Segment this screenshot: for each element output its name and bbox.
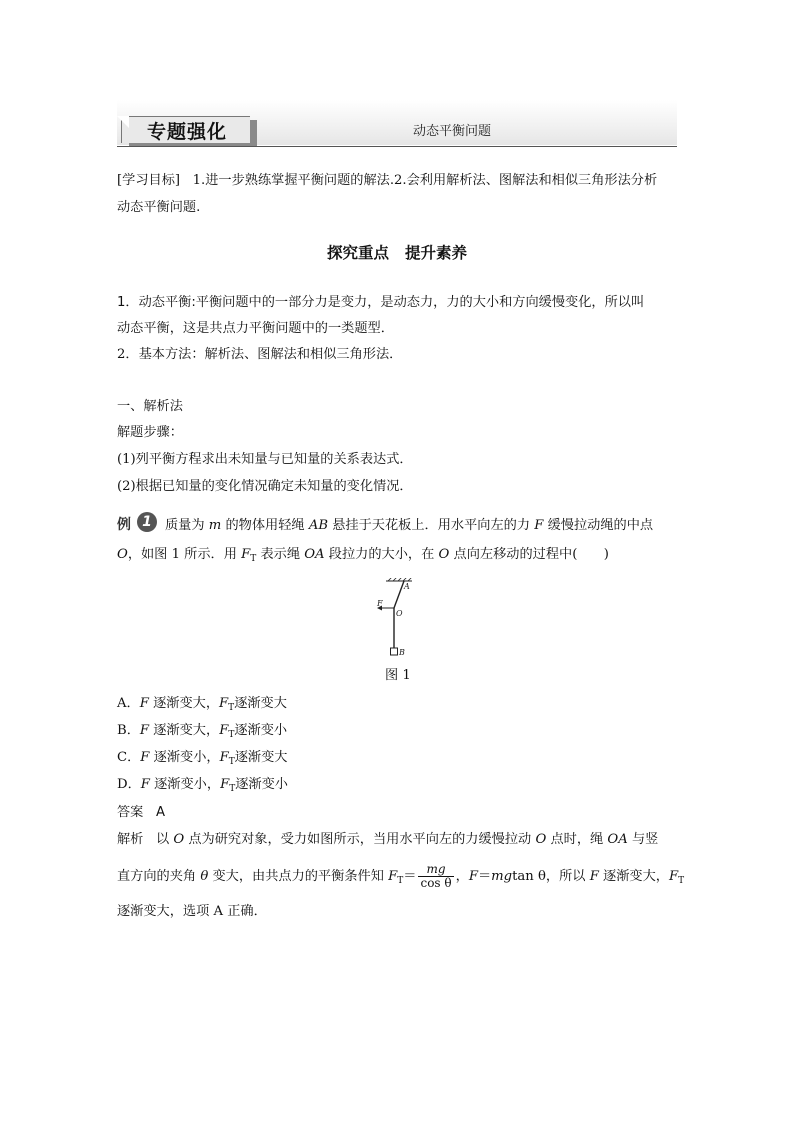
option-b [117,722,287,744]
header-title: 动态平衡问题 [413,124,492,139]
math-f: F [589,869,599,884]
page-header [117,100,677,148]
math-o: O [173,832,185,847]
point-1-text: 平衡问题中的一部分力是变力，是动态力，力的大小和方向缓慢变化，所以叫 [195,295,645,310]
math-theta: θ [200,869,209,884]
math-f: F [468,869,478,884]
option-d [117,776,288,798]
math-equals: ＝ [477,869,492,884]
math-f: F [140,750,150,765]
section-heading-part-1: 探究重点 [326,244,389,262]
option-letter: D． [117,777,141,792]
example-line-1 [165,517,653,535]
math-ft: F [219,750,229,765]
analysis-text: 变大，由共点力的平衡条件知 [212,869,384,884]
math-f: F [139,723,150,738]
objectives-text-1: 1.进一步熟练掌握平衡问题的解法.2.会利用解析法、图解法和相似三角形法分析 [192,173,658,188]
analysis-text: 点时，绳 [550,832,604,847]
math-ft: F [220,777,230,792]
math-ft: F [668,869,679,884]
option-text: 逐渐变大 [234,750,288,765]
section-heading-part-2: 提升素养 [405,244,468,262]
topic-tag-label: 专题强化 [147,121,228,143]
option-text: 逐渐变大， [153,696,220,711]
math-tan-theta: tan θ [512,869,546,884]
header-rule [117,146,677,147]
example-badge [117,512,163,534]
math-mg: mg [491,869,513,884]
section-heading [0,241,794,263]
option-text: 逐渐变小， [154,777,221,792]
example-label: 例 [117,517,131,533]
mass-block [391,648,398,655]
math-o: O [117,547,128,562]
rope-oa [394,581,404,608]
math-o: O [535,832,547,847]
analysis-text: ， [455,869,469,884]
option-text: 逐渐变小， [153,750,220,765]
label-f: F [377,599,383,608]
option-text: 逐渐变大 [234,696,287,711]
topic-tag [121,116,257,146]
option-letter: C． [117,750,141,765]
option-c [117,749,288,771]
objectives-line-2: 动态平衡问题. [117,200,201,215]
math-f: F [139,696,149,711]
method-step-2: (2)根据已知量的变化情况确定未知量的变化情况． [117,479,413,494]
example-number: 1 [137,512,157,532]
analysis-text: 点为研究对象，受力如图所示，当用水平向左的力缓慢拉动 [188,832,532,847]
point-1-line-2: 动态平衡，这是共点力平衡问题中的一类题型． [117,321,394,336]
math-subscript-t: T [228,703,235,713]
math-ab: AB [308,518,329,533]
option-text: 逐渐变大， [153,723,220,738]
objectives-label: [学习目标] [117,173,181,188]
math-subscript-t: T [228,730,235,740]
analysis-text: 与竖 [631,832,659,847]
answer-line [117,804,165,822]
fraction-denominator: cos θ [420,876,452,890]
label-o: O [396,609,403,618]
option-text: 逐渐变小 [234,723,288,738]
analysis-text: 以 [155,832,170,847]
math-oa: OA [304,547,325,562]
analysis-text: 直方向的夹角 [117,869,197,884]
math-f: F [534,518,544,533]
example-text: 悬挂于天花板上．用水平向左的力 [332,518,531,533]
point-2: 2．基本方法：解析法、图解法和相似三角形法． [117,347,403,362]
math-subscript-t: T [397,876,404,886]
objectives-line-1 [117,172,657,190]
figure-caption: 图 1 [385,668,411,683]
label-b: B [399,648,405,657]
label-a: A [404,582,410,591]
example-line-2 [117,546,609,568]
fraction-mg-over-cos [418,863,453,890]
analysis-line-2 [117,862,684,896]
fraction-numerator: mg [418,863,453,877]
analysis-text: ，所以 [545,869,586,884]
analysis-label: 解析 [117,832,144,847]
math-subscript-t: T [678,876,685,886]
answer-label: 答案 [117,805,144,820]
rope-diagram [364,578,424,660]
analysis-line-3: 逐渐变大，选项 A 正确． [117,904,267,919]
math-ft: F [241,547,251,562]
analysis-text: 逐渐变大， [603,869,669,884]
example-text: 点向左移动的过程中( ) [453,547,609,562]
point-1-line-1 [117,294,644,312]
method-heading: 一、解析法 [117,399,183,414]
option-letter: A． [117,696,140,711]
math-ft: F [219,696,229,711]
math-subscript-t: T [228,757,235,767]
example-text: ，如图 1 所示．用 [127,547,237,562]
math-ft: F [388,869,398,884]
math-o: O [438,547,450,562]
option-a [117,695,287,717]
option-text: 逐渐变小 [235,777,288,792]
analysis-line-1 [117,831,658,849]
tag-notch [117,116,129,128]
example-text: 段拉力的大小，在 [328,547,435,562]
example-text: 缓慢拉动绳的中点 [547,518,654,533]
math-subscript-t: T [229,784,236,794]
example-text: 的物体用轻绳 [225,518,305,533]
point-1-lead: 1．动态平衡: [117,295,196,310]
method-steps-label: 解题步骤： [117,425,183,440]
method-step-1: (1)列平衡方程求出未知量与已知量的关系表达式． [117,452,413,467]
math-oa: OA [607,832,628,847]
option-letter: B． [117,723,140,738]
example-text: 质量为 [165,518,205,533]
answer-value: A [155,805,165,820]
figure-1 [364,578,424,660]
math-f: F [140,777,150,792]
math-m: m [208,518,222,533]
math-subscript-t: T [250,554,257,564]
math-equals: ＝ [403,869,417,884]
example-text: 表示绳 [260,547,301,562]
math-ft: F [219,723,229,738]
